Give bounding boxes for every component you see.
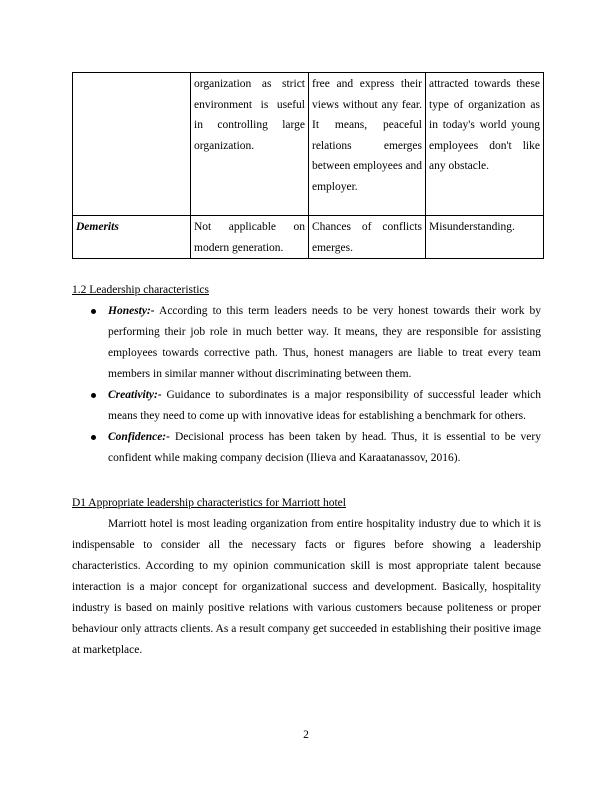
bullet-icon (91, 309, 96, 314)
characteristic-text: Decisional process has been taken by head. Thus, it is essential to be very confident while making company decision (Ilieva and Karaatanassov, 2016). (108, 431, 541, 464)
page-number: 2 (303, 729, 309, 741)
table-cell: Chances of conflicts emerges. (309, 216, 426, 259)
characteristic-text: Guidance to subordinates is a major responsibility of successful leader which means they need to come up with innovative ideas for establishing a benchmark for others. (108, 389, 541, 422)
table-cell: Not applicable on modern generation. (191, 216, 309, 259)
table-row (73, 73, 544, 216)
table-row (73, 216, 544, 259)
leadership-styles-table (72, 72, 544, 259)
characteristic-term: Confidence:- (108, 431, 170, 443)
bullet-icon (91, 435, 96, 440)
table-cell: organization as strict environment is useful in controlling large organization. (191, 73, 309, 216)
list-item (72, 385, 541, 427)
body-paragraph: Marriott hotel is most leading organization from entire hospitality industry due to which it is indispensable to consider all the necessary facts or figures before showing a leadership characteristics. According to my opinion communication skill is most appropriate talent because interaction is a major concept for organizational success and development. Basically, hospitality industry is based on mainly positive relations with various customers because politeness or proper behaviour only attracts clients. As a result company get succeeded in establishing their positive image at marketplace. (72, 518, 541, 656)
table-cell: Misunderstanding. (426, 216, 544, 259)
list-item (72, 301, 541, 385)
section-heading: 1.2 Leadership characteristics (72, 284, 209, 296)
bullet-icon (91, 393, 96, 398)
section-leadership-characteristics (72, 280, 541, 469)
table-cell (73, 73, 191, 216)
characteristic-text: According to this term leaders needs to be very honest towards their work by performing their job role in much better way. It means, they are responsible for assisting employees towards corrective path. Thus, honest managers are liable to treat every team members in similar manner without discriminating between them. (108, 305, 541, 380)
table-cell: free and express their views without any fear. It means, peaceful relations emerges between employees and employer. (309, 73, 426, 216)
characteristic-term: Creativity:- (108, 389, 162, 401)
section-d1 (72, 493, 541, 661)
section-heading: D1 Appropriate leadership characteristics for Marriott hotel (72, 497, 346, 509)
row-label-demerits: Demerits (73, 216, 191, 259)
characteristics-list (72, 301, 541, 469)
table-cell: attracted towards these type of organization as in today's world young employees don't like any obstacle. (426, 73, 544, 216)
characteristic-term: Honesty:- (108, 305, 155, 317)
list-item (72, 427, 541, 469)
